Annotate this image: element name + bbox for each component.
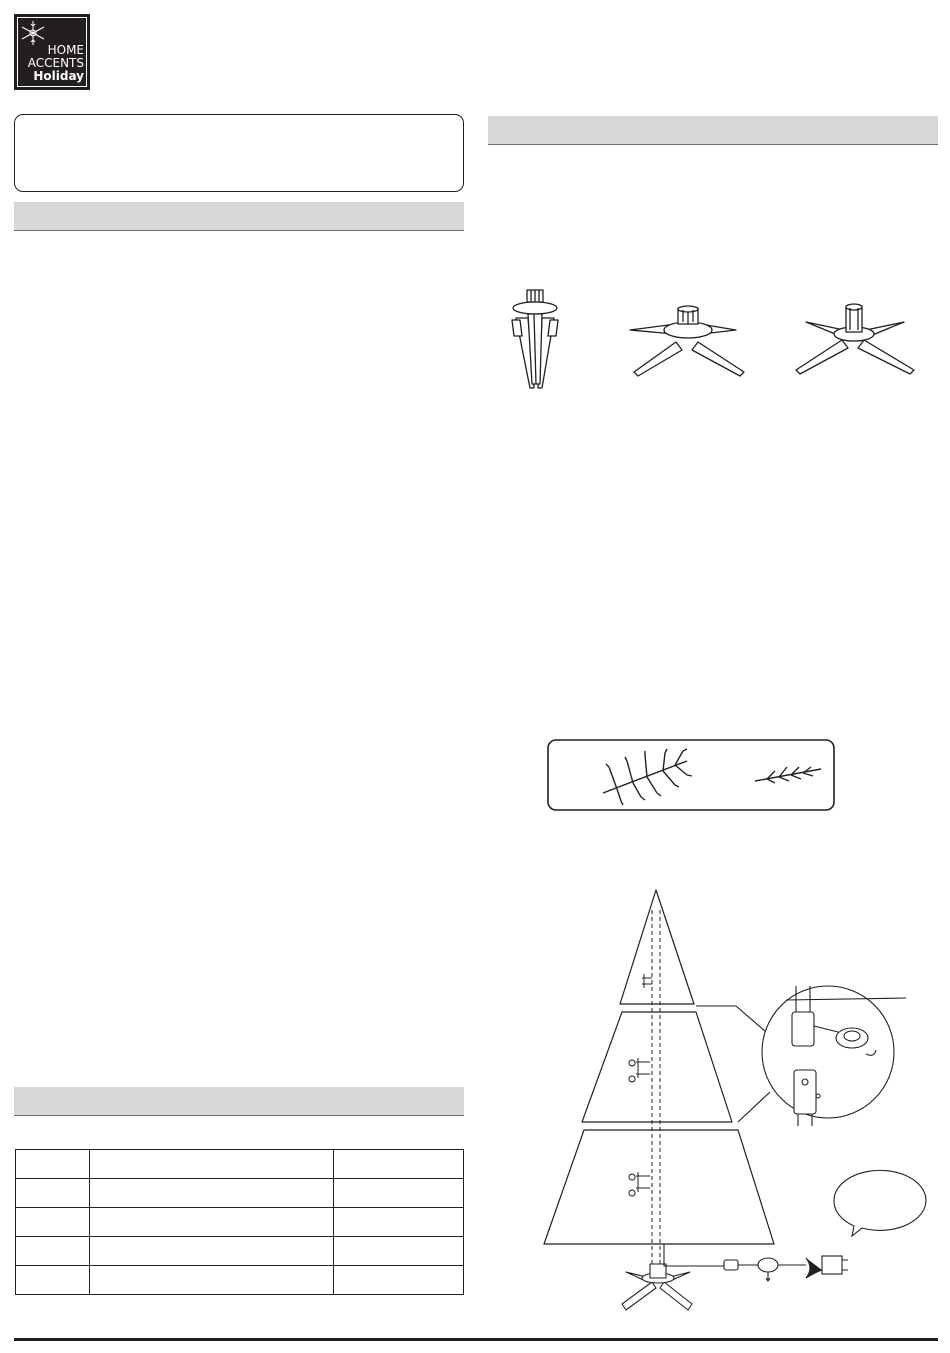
table-cell: [16, 1237, 90, 1266]
table-row: [16, 1266, 464, 1295]
connector-callout: [696, 986, 906, 1126]
footer-rule: [14, 1338, 938, 1341]
branch-fluffing-illustration: [547, 739, 835, 811]
table-row: [16, 1179, 464, 1208]
tree-assembly-diagram: [540, 886, 940, 1326]
logo-line-holiday: Holiday: [33, 69, 84, 83]
table-cell: [90, 1237, 334, 1266]
tree-top-section: [620, 890, 694, 1004]
tree-base-stand: [622, 1264, 692, 1310]
table-cell: [334, 1150, 464, 1179]
power-cord: [664, 1244, 848, 1281]
table-cell: [334, 1208, 464, 1237]
table-row: [16, 1208, 464, 1237]
notice-box: [14, 114, 464, 192]
brand-logo: [14, 14, 90, 90]
table-row: [16, 1150, 464, 1179]
table-cell: [16, 1150, 90, 1179]
table-cell: [334, 1266, 464, 1295]
tree-bottom-section: [544, 1130, 774, 1244]
section-bar-right: [488, 116, 938, 145]
speech-bubble: [834, 1170, 926, 1236]
table-cell: [90, 1150, 334, 1179]
parts-table: [15, 1149, 464, 1295]
section-bar-left-bottom: [14, 1087, 464, 1116]
table-cell: [16, 1179, 90, 1208]
table-cell: [90, 1179, 334, 1208]
table-cell: [334, 1179, 464, 1208]
table-row: [16, 1237, 464, 1266]
logo-line-accents: ACCENTS: [27, 56, 84, 70]
cross-stand-small-illustration: [626, 300, 752, 380]
cross-stand-large-illustration: [792, 300, 918, 380]
tree-middle-section: [582, 1012, 732, 1122]
table-cell: [90, 1208, 334, 1237]
table-cell: [334, 1237, 464, 1266]
table-cell: [16, 1266, 90, 1295]
table-cell: [16, 1208, 90, 1237]
stake-stand-illustration: [498, 284, 576, 394]
section-bar-left-top: [14, 202, 464, 231]
table-cell: [90, 1266, 334, 1295]
logo-line-home: HOME: [47, 43, 84, 57]
snowflake-icon: [18, 18, 48, 48]
